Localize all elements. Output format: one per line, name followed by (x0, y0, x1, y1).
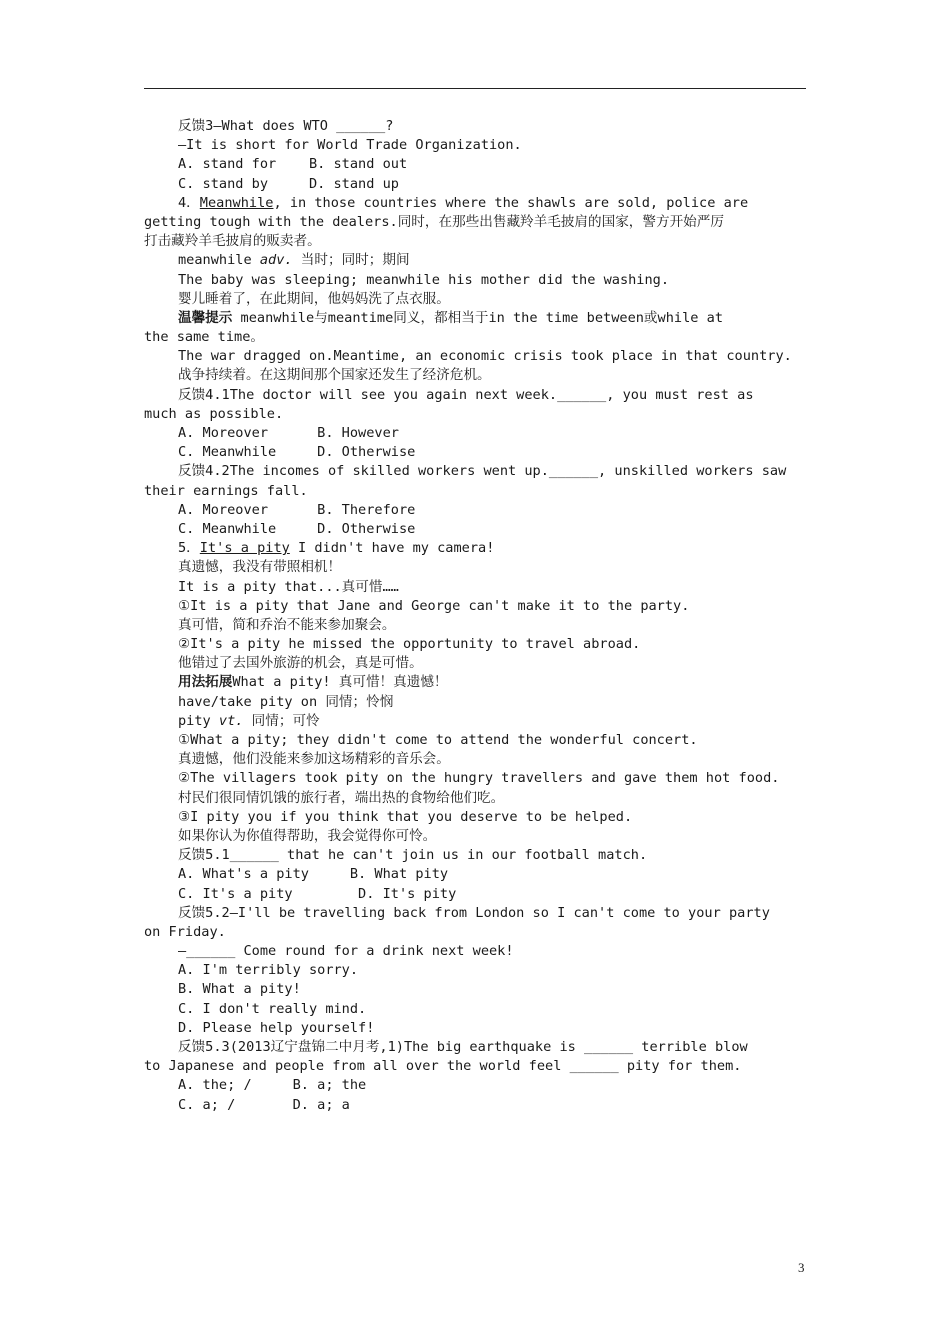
s5-pity-meaning: 同情；可怜 (243, 712, 320, 729)
q52-line2: on Friday. (144, 923, 226, 940)
q41-line2: much as possible. (144, 405, 284, 422)
s4-line1 (144, 194, 806, 213)
q53-options-cd: C. a; / D. a; a (178, 1096, 350, 1113)
s5-translation: 真遗憾，我没有带照相机！ (178, 559, 342, 576)
s5-have-pity: have/take pity on 同情；怜悯 (178, 693, 394, 710)
s5-line1-rest: I didn't have my camera! (289, 540, 495, 557)
s5-example2: ②It's a pity he missed the opportunity to travel abroad. (178, 636, 641, 653)
s5-pity-verb (144, 712, 806, 731)
s5-number: 5． (178, 540, 200, 557)
q42-line2: their earnings fall. (144, 482, 308, 499)
s4-def-pos: adv. (259, 252, 293, 269)
document-body (144, 117, 806, 1115)
header-rule (144, 88, 806, 89)
s5-example4-cn: 村民们很同情饥饿的旅行者，端出热的食物给他们吃。 (178, 789, 505, 806)
s4-example2-cn: 战争持续着。在这期间那个国家还发生了经济危机。 (178, 367, 491, 384)
s5-example5: ③I pity you if you think that you deserve to be helped. (178, 808, 633, 825)
s4-tip-text: meanwhile与meantime同义，都相当于in the time between或while at (232, 309, 724, 326)
s4-line1-rest: , in those countries where the shawls are sold, police are (273, 194, 749, 211)
s4-tip-label: 温馨提示 (178, 309, 233, 326)
q52-option-c: C. I don't really mind. (178, 1000, 367, 1017)
s5-pity-pos: vt. (218, 712, 244, 729)
s5-line1 (144, 539, 806, 558)
s4-line2: getting tough with the dealers.同时，在那些出售藏羚羊毛披肩的国家，警方开始严厉 (144, 213, 724, 230)
q3-prompt: 反馈3—What does WTO ______? (178, 118, 394, 134)
q41-options-cd: C. Meanwhile D. Otherwise (178, 444, 416, 461)
q3-options-ab: A. stand for B. stand out (178, 156, 408, 173)
s5-keyphrase: It's a pity (199, 540, 290, 557)
s5-pattern: It is a pity that...真可惜…… (178, 578, 399, 595)
q42-options-ab: A. Moreover B. Therefore (178, 501, 416, 518)
s5-example1: ①It is a pity that Jane and George can't make it to the party. (178, 597, 690, 614)
q41-line1: 反馈4.1The doctor will see you again next week.______, you must rest as (178, 386, 754, 403)
s5-example3-cn: 真遗憾，他们没能来参加这场精彩的音乐会。 (178, 751, 450, 768)
s5-example3: ①What a pity; they didn't come to attend the wonderful concert. (178, 732, 698, 748)
s4-definition (144, 251, 806, 270)
q51-options-ab: A. What's a pity B. What pity (178, 866, 449, 883)
s4-tip-line1 (144, 309, 806, 328)
s4-example1-cn: 婴儿睡着了，在此期间，他妈妈洗了点衣服。 (178, 290, 450, 307)
q42-options-cd: C. Meanwhile D. Otherwise (178, 520, 416, 537)
s4-example1: The baby was sleeping; meanwhile his mother did the washing. (178, 271, 670, 288)
q53-options-ab: A. the; / B. a; the (178, 1077, 367, 1094)
q3-options-cd: C. stand by D. stand up (178, 175, 399, 192)
q41-options-ab: A. Moreover B. However (178, 425, 399, 441)
q52-option-a: A. I'm terribly sorry. (178, 962, 359, 979)
q52-option-d: D. Please help yourself! (178, 1019, 375, 1036)
s4-keyword: Meanwhile (199, 194, 274, 211)
s4-line3: 打击藏羚羊毛披肩的贩卖者。 (144, 233, 321, 250)
q52-option-b: B. What a pity! (178, 981, 301, 998)
q51-line1: 反馈5.1______ that he can't join us in our football match. (178, 847, 648, 864)
s5-ext-label: 用法拓展 (178, 674, 233, 691)
s5-example4: ②The villagers took pity on the hungry travellers and gave them hot food. (178, 770, 780, 787)
q53-line2: to Japanese and people from all over the world feel ______ pity for them. (144, 1058, 742, 1075)
s4-def-word: meanwhile (178, 252, 252, 269)
s4-tip-line2: the same time。 (144, 329, 264, 346)
page-number: 3 (798, 1260, 805, 1275)
s5-pity-word: pity (178, 712, 219, 729)
q53-line1: 反馈5.3(2013辽宁盘锦二中月考,1)The big earthquake is ______ terrible blow (178, 1039, 748, 1055)
s5-ext-text: What a pity! 真可惜！真遗憾！ (232, 674, 448, 691)
q52-line3: —______ Come round for a drink next week! (178, 943, 514, 960)
s4-example2: The war dragged on.Meantime, an economic crisis took place in that country. (178, 348, 792, 365)
q3-answer: —It is short for World Trade Organization. (178, 137, 522, 154)
s5-example5-cn: 如果你认为你值得帮助，我会觉得你可怜。 (178, 827, 437, 844)
q52-line1: 反馈5.2—I'll be travelling back from London so I can't come to your party (178, 904, 770, 921)
s4-number: 4． (178, 194, 200, 211)
s5-example2-cn: 他错过了去国外旅游的机会，真是可惜。 (178, 655, 423, 672)
s4-def-meaning: 当时；同时；期间 (292, 252, 410, 269)
s5-example1-cn: 真可惜，简和乔治不能来参加聚会。 (178, 616, 396, 633)
q51-options-cd: C. It's a pity D. It's pity (178, 885, 457, 902)
s5-extension (144, 673, 806, 692)
q42-line1: 反馈4.2The incomes of skilled workers went up.______, unskilled workers saw (178, 463, 787, 480)
